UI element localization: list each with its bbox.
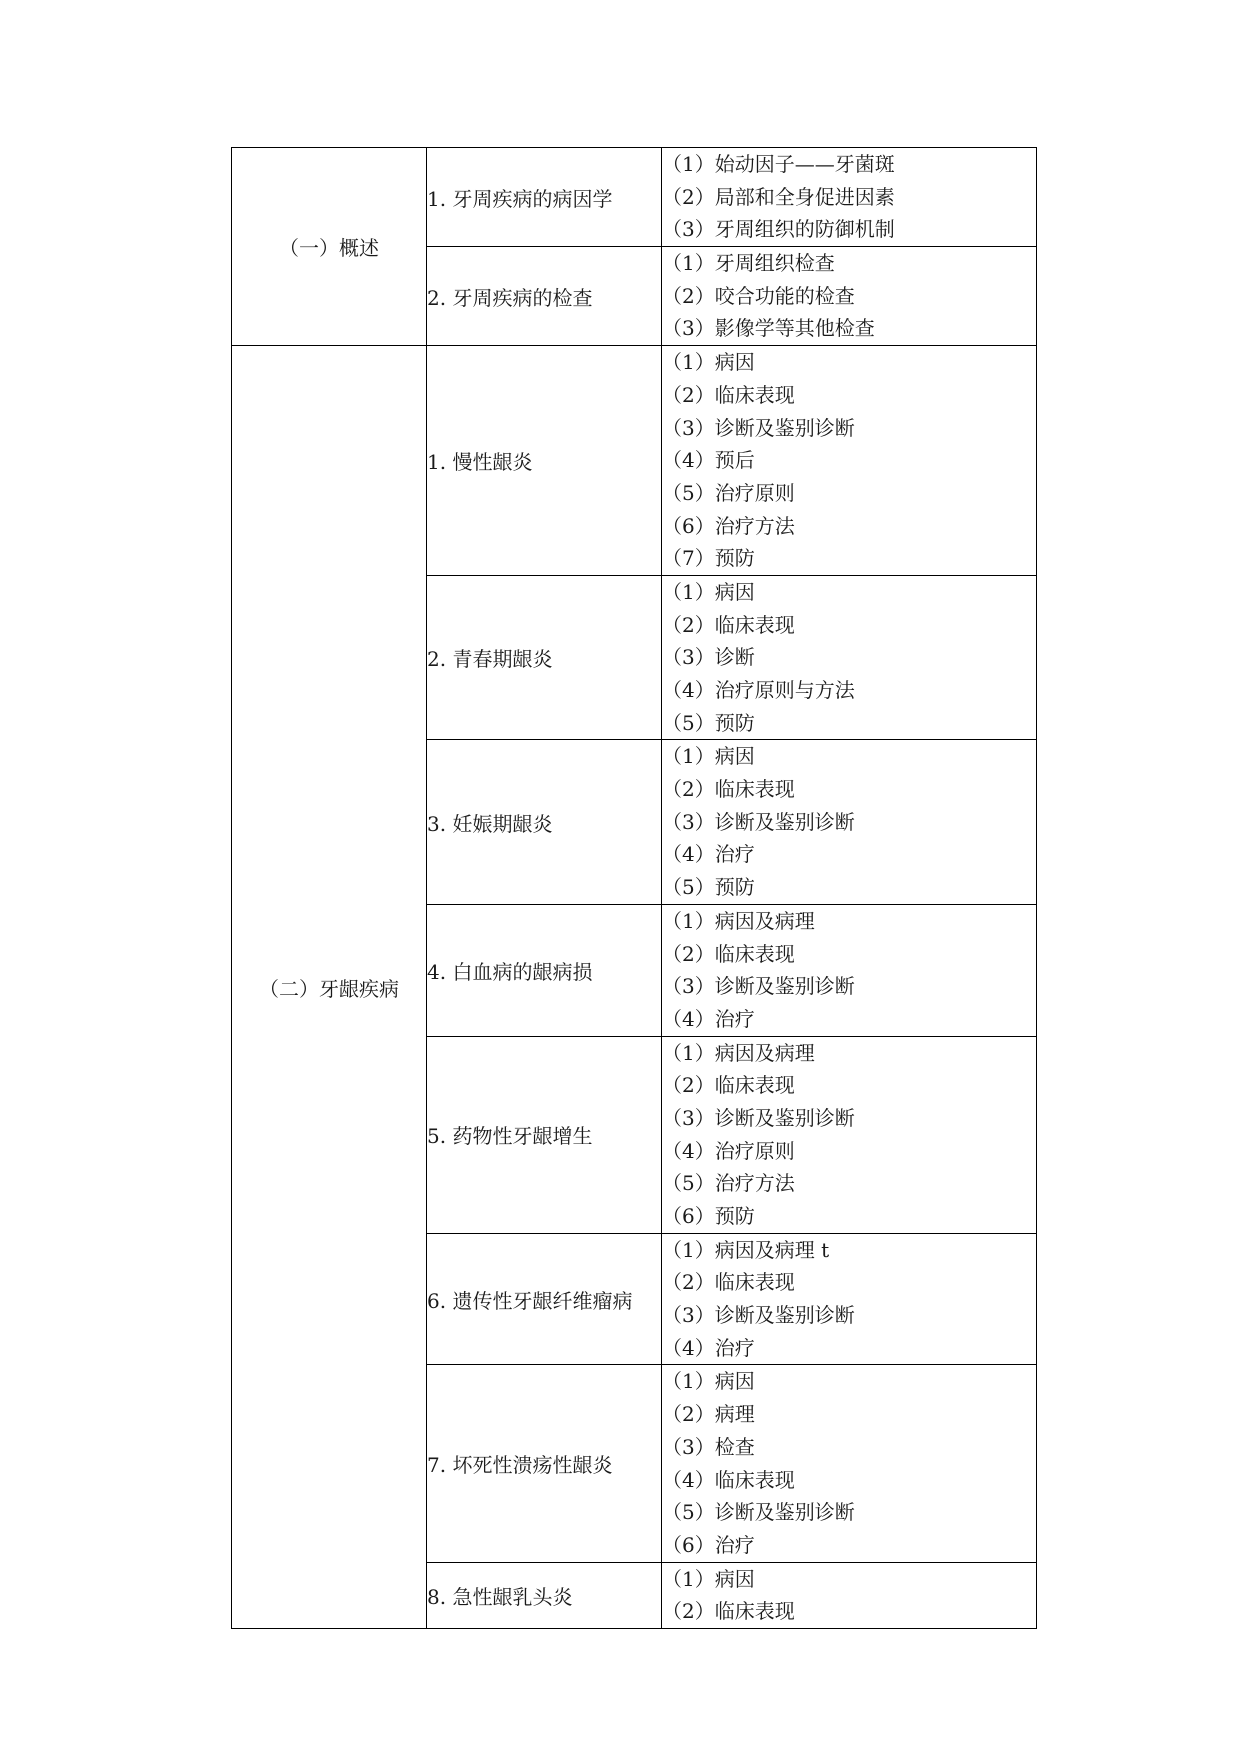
section-cell [232, 346, 427, 1629]
subtopic-item: （3）诊断及鉴别诊断 [662, 974, 855, 999]
subtopic-item: （2）咬合功能的检查 [662, 283, 855, 308]
subtopic-item: （2）临床表现 [662, 1073, 795, 1098]
subtopic-item: （2）临床表现 [662, 941, 795, 966]
subtopic-list [662, 346, 1037, 576]
topic-title: 7. 坏死性溃疡性龈炎 [427, 1365, 662, 1562]
subtopic-list [662, 904, 1037, 1036]
subtopic-item: （3）诊断 [662, 645, 755, 670]
subtopic-item: （3）诊断及鉴别诊断 [662, 1105, 855, 1130]
subtopic-item: （4）治疗原则与方法 [662, 678, 855, 702]
subtopic-item: （5）治疗方法 [662, 1171, 795, 1196]
subtopic-item: （6）治疗 [662, 1532, 755, 1557]
subtopic-item: （2）病理 [662, 1402, 755, 1427]
subtopic-item: （5）预防 [662, 875, 755, 900]
subtopic-item: （4）临床表现 [662, 1467, 795, 1492]
subtopic-item: （5）诊断及鉴别诊断 [662, 1500, 855, 1525]
topic-title: 1. 慢性龈炎 [427, 346, 662, 576]
topic-title: 2. 牙周疾病的检查 [427, 247, 662, 346]
table-row [232, 148, 1037, 247]
subtopic-list [662, 247, 1037, 346]
subtopic-item: （1）病因 [662, 744, 755, 769]
subtopic-list [662, 1562, 1037, 1628]
subtopic-list [662, 575, 1037, 739]
topic-title: 3. 妊娠期龈炎 [427, 740, 662, 904]
subtopic-item: （4）治疗 [662, 1006, 755, 1031]
subtopic-item: （3）诊断及鉴别诊断 [662, 809, 855, 834]
subtopic-item: （4）治疗原则 [662, 1138, 795, 1163]
topic-title: 1. 牙周疾病的病因学 [427, 148, 662, 247]
subtopic-item: （1）牙周组织检查 [662, 251, 835, 276]
syllabus-table-body [232, 148, 1037, 1629]
topic-title: 4. 白血病的龈病损 [427, 904, 662, 1036]
section-title: （二）牙龈疾病 [259, 976, 399, 1001]
subtopic-item: （4）治疗 [662, 842, 755, 867]
subtopic-list [662, 1365, 1037, 1562]
table-row [232, 346, 1037, 576]
subtopic-item: （1）始动因子——牙菌斑 [662, 152, 895, 176]
subtopic-item: （2）临床表现 [662, 1599, 795, 1624]
subtopic-item: （4）治疗 [662, 1335, 755, 1360]
subtopic-item: （2）临床表现 [662, 382, 795, 407]
subtopic-item: （7）预防 [662, 546, 755, 571]
subtopic-item: （3）检查 [662, 1434, 755, 1459]
subtopic-item: （2）临床表现 [662, 612, 795, 637]
subtopic-item: （6）治疗方法 [662, 513, 795, 538]
subtopic-item: （3）诊断及鉴别诊断 [662, 415, 855, 440]
subtopic-item: （3）诊断及鉴别诊断 [662, 1303, 855, 1328]
topic-title: 2. 青春期龈炎 [427, 575, 662, 739]
section-cell [232, 148, 427, 346]
topic-title: 5. 药物性牙龈增生 [427, 1036, 662, 1233]
subtopic-list [662, 740, 1037, 904]
topic-title: 6. 遗传性牙龈纤维瘤病 [427, 1233, 662, 1365]
syllabus-table [231, 147, 1037, 1629]
subtopic-item: （1）病因 [662, 1369, 755, 1394]
subtopic-item: （1）病因及病理 t [662, 1237, 830, 1262]
section-title: （一）概述 [279, 236, 379, 261]
subtopic-item: （5）预防 [662, 710, 755, 735]
subtopic-item: （2）临床表现 [662, 1270, 795, 1295]
subtopic-list [662, 1036, 1037, 1233]
subtopic-item: （3）影像学等其他检查 [662, 316, 875, 341]
subtopic-item: （5）治疗原则 [662, 480, 795, 505]
subtopic-item: （1）病因及病理 [662, 908, 815, 933]
subtopic-item: （6）预防 [662, 1204, 755, 1228]
subtopic-item: （2）临床表现 [662, 777, 795, 802]
subtopic-item: （1）病因 [662, 579, 755, 604]
subtopic-item: （2）局部和全身促进因素 [662, 184, 895, 209]
subtopic-list [662, 1233, 1037, 1365]
subtopic-item: （1）病因 [662, 1566, 755, 1591]
topic-title: 8. 急性龈乳头炎 [427, 1562, 662, 1628]
subtopic-list [662, 148, 1037, 247]
subtopic-item: （1）病因 [662, 350, 755, 375]
subtopic-item: （3）牙周组织的防御机制 [662, 217, 895, 242]
subtopic-item: （4）预后 [662, 448, 755, 473]
subtopic-item: （1）病因及病理 [662, 1040, 815, 1065]
